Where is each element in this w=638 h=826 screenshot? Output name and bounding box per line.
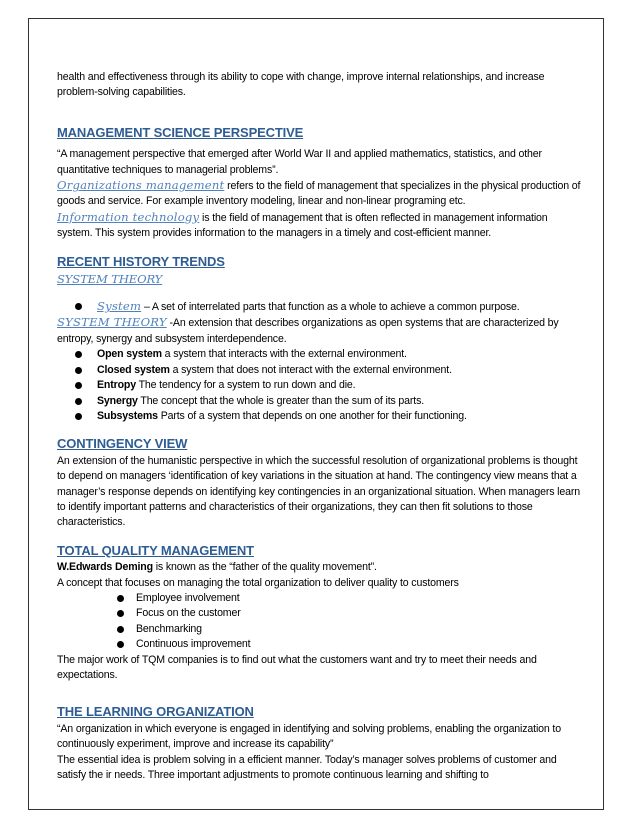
tqm-closing: The major work of TQM companies is to find out what the customers want and try to meet their needs and expectations. <box>57 653 537 681</box>
system-theory-subheading: SYSTEM THEORY <box>57 272 163 287</box>
system-term: System <box>97 299 142 314</box>
bullet-icon <box>75 303 82 310</box>
list-item: Focus on the customer <box>111 606 582 621</box>
deming-paragraph: W.Edwards Deming is known as the “father of the quality movement”. <box>57 561 377 574</box>
heading-recent-history: RECENT HISTORY TRENDS <box>57 253 225 269</box>
document-body <box>57 70 582 783</box>
info-tech-paragraph: Information technology is the field of management that is often reflected in management information system. This system provides information to the managers in a timely and cost-efficient manner. <box>57 209 548 240</box>
list-item: Open system a system that interacts with the external environment. <box>69 347 582 362</box>
list-item: Closed system a system that does not interact with the external environment. <box>69 363 582 378</box>
learning-org-quote: “An organization in which everyone is engaged in identifying and solving problems, enabling the organization to continuously experiment, improve and increase its capability” <box>57 722 561 751</box>
bullet-icon <box>75 382 82 389</box>
bullet-icon <box>75 351 82 358</box>
system-theory-term: SYSTEM THEORY <box>57 315 167 330</box>
bullet-icon <box>75 413 82 420</box>
management-science-quote: “A management perspective that emerged after World War II and applied mathematics, statistics, and other quantitative techniques to managerial problems”. <box>57 148 542 176</box>
system-theory-paragraph: SYSTEM THEORY -An extension that describes organizations as open systems that are characterized by entropy, synergy and subsystem interdependence. <box>57 315 559 345</box>
list-item: Benchmarking <box>111 622 582 637</box>
intro-paragraph: health and effectiveness through its ability to cope with change, improve internal relationships, and increase problem-solving capabilities. <box>57 71 545 99</box>
tqm-concept: A concept that focuses on managing the total organization to deliver quality to customers <box>57 576 459 589</box>
heading-management-science: MANAGEMENT SCIENCE PERSPECTIVE <box>57 124 304 140</box>
list-item: Subsystems Parts of a system that depends on one another for their functioning. <box>69 409 582 424</box>
list-item: System – A set of interrelated parts that function as a whole to achieve a common purpose. <box>69 299 582 315</box>
learning-org-paragraph: The essential idea is problem solving in a efficient manner. Today’s manager solves problems of customer and satisfy the ir needs. Three important adjustments to promote continuous learning and shifting to <box>57 753 557 782</box>
bullet-icon <box>117 595 124 602</box>
info-tech-term: Information technology <box>57 209 200 224</box>
bullet-icon <box>75 398 82 405</box>
heading-learning-organization: THE LEARNING ORGANIZATION <box>57 704 254 720</box>
system-types-list <box>57 347 582 424</box>
org-management-paragraph: Organizations management refers to the field of management that specializes in the physical production of goods and service. For example inventory modeling, linear and non-linear programing etc. <box>57 178 581 208</box>
heading-contingency-view: CONTINGENCY VIEW <box>57 436 188 452</box>
list-item: Entropy The tendency for a system to run down and die. <box>69 378 582 393</box>
bullet-icon <box>117 641 124 648</box>
list-item: Continuous improvement <box>111 637 582 652</box>
contingency-paragraph: An extension of the humanistic perspective in which the successful resolution of organizational problems is thought to depend on managers ‘identification of key variations in the situation at hand. The contingency view means that a manager’s response depends on identifying key contingencies in an organizational situation. When managers learn to identify important patterns and characteristics of their organizations, they can then fit solutions to those characteristics. <box>57 454 580 529</box>
heading-total-quality-management: TOTAL QUALITY MANAGEMENT <box>57 542 254 558</box>
tqm-list <box>57 591 582 653</box>
deming-name: W.Edwards Deming <box>57 561 153 574</box>
list-item: Employee involvement <box>111 591 582 606</box>
bullet-icon <box>117 610 124 617</box>
org-management-term: Organizations management <box>57 178 225 193</box>
bullet-icon <box>75 367 82 374</box>
bullet-icon <box>117 626 124 633</box>
list-item: Synergy The concept that the whole is greater than the sum of its parts. <box>69 394 582 409</box>
system-definition-list <box>57 299 582 315</box>
